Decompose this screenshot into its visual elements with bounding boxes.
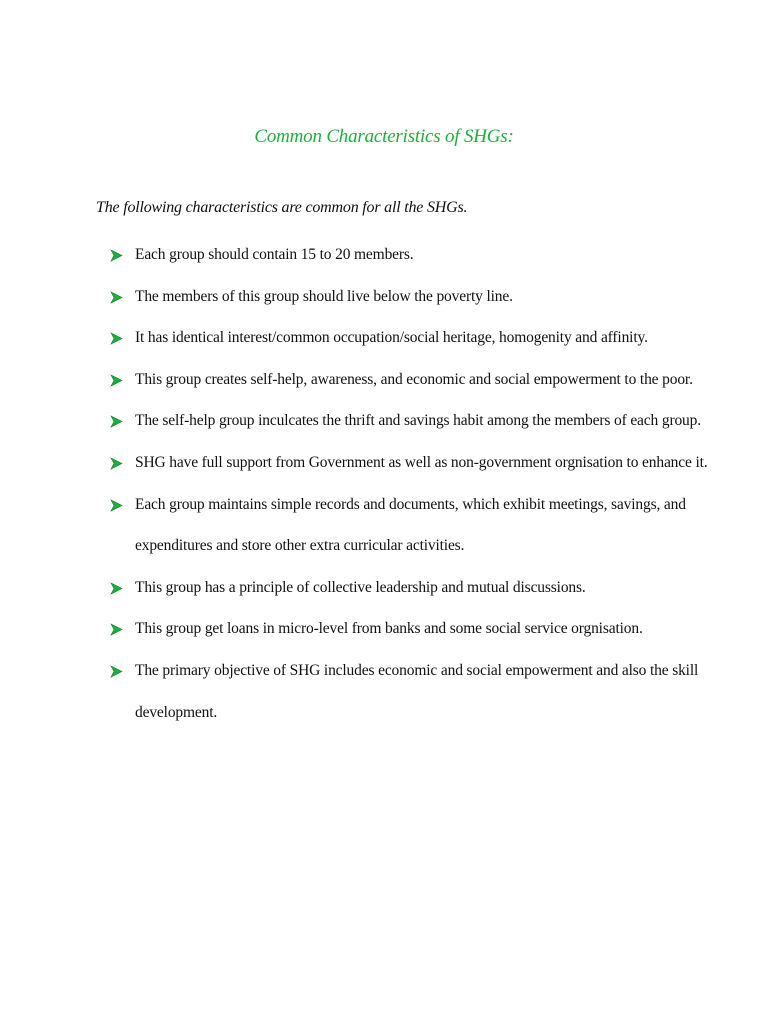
list-item <box>110 650 710 733</box>
list-item-text: It has identical interest/common occupation/social heritage, homogenity and affinity. <box>135 329 648 347</box>
list-item-text: The primary objective of SHG includes economic and social empowerment and also the skill development. <box>135 661 699 721</box>
list-item-text: This group has a principle of collective leadership and mutual discussions. <box>135 578 586 596</box>
list-item <box>110 400 710 442</box>
list-item <box>110 359 710 401</box>
arrow-bullet-icon <box>110 499 123 512</box>
document-intro: The following characteristics are common for all the SHGs. <box>96 199 468 216</box>
list-item <box>110 442 710 484</box>
list-item-text: SHG have full support from Government as well as non-government orgnisation to enhance it. <box>135 453 708 471</box>
list-item <box>110 234 710 276</box>
list-item-text: Each group maintains simple records and documents, which exhibit meetings, savings, and expenditures and store other extra curricular activities. <box>135 495 686 555</box>
document-title: Common Characteristics of SHGs: <box>254 126 514 147</box>
list-item-text: The members of this group should live below the poverty line. <box>135 287 513 305</box>
list-item <box>110 276 710 318</box>
arrow-bullet-icon <box>110 457 123 470</box>
arrow-bullet-icon <box>110 415 123 428</box>
arrow-bullet-icon <box>110 291 123 304</box>
arrow-bullet-icon <box>110 249 123 262</box>
arrow-bullet-icon <box>110 582 123 595</box>
list-item <box>110 608 710 650</box>
arrow-bullet-icon <box>110 665 123 678</box>
list-item <box>110 484 710 567</box>
characteristics-list <box>110 234 710 733</box>
arrow-bullet-icon <box>110 623 123 636</box>
arrow-bullet-icon <box>110 374 123 387</box>
list-item-text: This group get loans in micro-level from banks and some social service orgnisation. <box>135 620 643 638</box>
list-item <box>110 567 710 609</box>
list-item <box>110 317 710 359</box>
list-item-text: Each group should contain 15 to 20 members. <box>135 246 414 263</box>
list-item-text: This group creates self-help, awareness, and economic and social empowerment to the poor. <box>135 370 693 388</box>
list-item-text: The self-help group inculcates the thrift and savings habit among the members of each group. <box>135 412 701 430</box>
arrow-bullet-icon <box>110 332 123 345</box>
